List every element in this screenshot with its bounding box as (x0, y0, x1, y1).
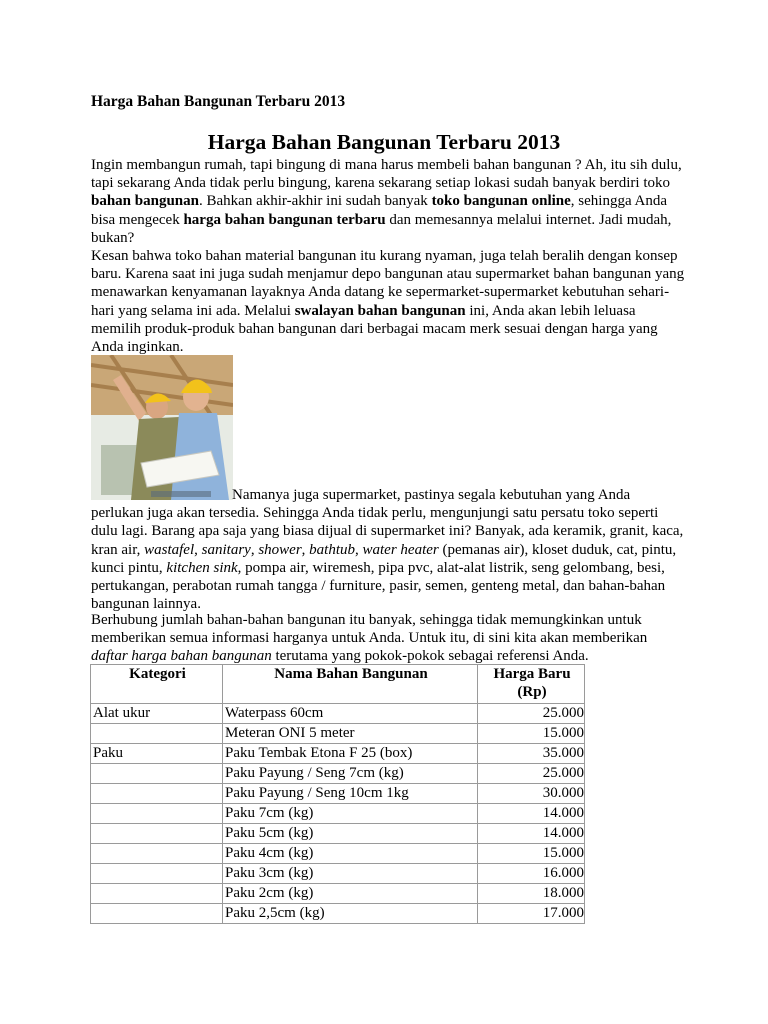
table-header-row (91, 665, 585, 704)
paragraph-price-list-intro (91, 611, 686, 666)
price-table-body (91, 704, 585, 924)
table-row (91, 844, 585, 864)
link-swalayan-bahan-bangunan[interactable]: swalayan bahan bangunan (294, 302, 466, 319)
cell-kategori (91, 844, 223, 864)
cell-nama-bahan: Paku Tembak Etona F 25 (box) (223, 744, 478, 764)
table-row (91, 724, 585, 744)
construction-workers-photo (91, 355, 233, 500)
cell-harga: 25.000 (478, 764, 585, 784)
table-row (91, 804, 585, 824)
text: Kesan bahwa toko bahan material bangunan itu kurang nyaman, juga telah beralih dengan konsep baru. Karena saat ini juga sudah menjamur depo bangunan atau supermarket bahan bangunan yang menawarkan kenyamanan layaknya Anda datang ke sepermarket-supermarket kebutuhan sehari-hari yang selama ini ada. Melalui (91, 248, 685, 319)
cell-nama-bahan: Meteran ONI 5 meter (223, 724, 478, 744)
text: dan memesannya melalui internet. Jadi mudah, bukan? (91, 211, 672, 246)
table-row (91, 704, 585, 724)
article-title: Harga Bahan Bangunan Terbaru 2013 (207, 130, 561, 154)
text: . Bahkan akhir-akhir ini sudah banyak (199, 193, 432, 210)
text: , sehingga Anda bisa mengecek (91, 193, 668, 228)
italic-term: wastafel (144, 541, 195, 558)
text: Berhubung jumlah bahan-bahan bangunan itu banyak, sehingga tidak memungkinkan untuk memberikan semua informasi harganya untuk Anda. Untuk itu, di sini kita akan memberikan (91, 612, 648, 647)
photo-illustration (91, 355, 233, 500)
text: , (301, 541, 310, 558)
cell-kategori: Paku (91, 744, 223, 764)
cell-harga: 16.000 (478, 864, 585, 884)
text: , pompa air, wiremesh, pipa pvc, alat-alat listrik, seng gelombang, besi, pertukangan, perabotan rumah tangga / furniture, pasir, semen, genteng metal, dan bahan-bahan bangunan lainnya. (91, 559, 666, 613)
text: (pemanas air), kloset duduk, cat, pintu, kunci pintu, (91, 541, 677, 576)
table-row (91, 764, 585, 784)
doc-header-title: Harga Bahan Bangunan Terbaru 2013 (91, 93, 346, 110)
column-header-nama: Nama Bahan Bangunan (223, 665, 478, 704)
cell-kategori (91, 764, 223, 784)
cell-harga: 14.000 (478, 824, 585, 844)
cell-nama-bahan: Paku 7cm (kg) (223, 804, 478, 824)
table-row (91, 744, 585, 764)
table-row (91, 864, 585, 884)
cell-kategori (91, 784, 223, 804)
text: ini, Anda akan lebih leluasa memilih produk-produk bahan bangunan dari berbagai macam merk sesuai dengan harga yang Anda inginkan. (91, 302, 658, 356)
cell-harga: 14.000 (478, 804, 585, 824)
link-toko-bangunan-online[interactable]: toko bangunan online (431, 193, 571, 210)
column-header-kategori: Kategori (91, 665, 223, 704)
cell-harga: 15.000 (478, 724, 585, 744)
table-row (91, 784, 585, 804)
cell-kategori: Alat ukur (91, 704, 223, 724)
cell-nama-bahan: Waterpass 60cm (223, 704, 478, 724)
link-daftar-harga-bahan-bangunan[interactable]: daftar harga bahan bangunan (91, 648, 272, 665)
cell-harga: 25.000 (478, 704, 585, 724)
paragraph-intro (91, 156, 686, 247)
italic-term: water heater (362, 541, 439, 558)
italic-term: bathtub (309, 541, 355, 558)
cell-kategori (91, 904, 223, 924)
price-table (90, 664, 585, 924)
cell-harga: 30.000 (478, 784, 585, 804)
paragraph-concept (91, 247, 686, 356)
cell-harga: 18.000 (478, 884, 585, 904)
text: Ingin membangun rumah, tapi bingung di mana harus membeli bahan bangunan ? Ah, itu sih dulu, tapi sekarang Anda tidak perlu bingung, karena sekarang setiap lokasi sudah banyak berdiri toko (91, 157, 682, 192)
cell-harga: 15.000 (478, 844, 585, 864)
text: , (194, 541, 202, 558)
italic-term: kitchen sink (166, 559, 238, 576)
cell-harga: 17.000 (478, 904, 585, 924)
cell-nama-bahan: Paku 4cm (kg) (223, 844, 478, 864)
cell-kategori (91, 804, 223, 824)
link-bahan-bangunan[interactable]: bahan bangunan (91, 193, 199, 210)
cell-kategori (91, 824, 223, 844)
table-row (91, 884, 585, 904)
link-harga-bahan-bangunan-terbaru[interactable]: harga bahan bangunan terbaru (183, 211, 386, 228)
cell-kategori (91, 884, 223, 904)
cell-nama-bahan: Paku 5cm (kg) (223, 824, 478, 844)
table-row (91, 824, 585, 844)
cell-nama-bahan: Paku 2cm (kg) (223, 884, 478, 904)
cell-nama-bahan: Paku 2,5cm (kg) (223, 904, 478, 924)
cell-kategori (91, 724, 223, 744)
text: , (355, 541, 363, 558)
column-header-harga: Harga Baru (Rp) (478, 665, 585, 704)
italic-term: sanitary (201, 541, 251, 558)
cell-nama-bahan: Paku Payung / Seng 7cm (kg) (223, 764, 478, 784)
cell-nama-bahan: Paku 3cm (kg) (223, 864, 478, 884)
text: Namanya juga supermarket, pastinya segala kebutuhan yang Anda perlukan juga akan tersedia. Sehingga Anda tidak perlu, mengunjungi satu persatu toko seperti dulu lagi. Barang apa saja yang biasa dijual di supermarket ini? Banyak, ada keramik, granit, kaca, kran air, (91, 487, 684, 558)
paragraph-supermarket (91, 486, 686, 613)
cell-kategori (91, 864, 223, 884)
cell-nama-bahan: Paku Payung / Seng 10cm 1kg (223, 784, 478, 804)
italic-term: shower (258, 541, 302, 558)
text: terutama yang pokok-pokok sebagai referensi Anda. (271, 648, 589, 665)
cell-harga: 35.000 (478, 744, 585, 764)
text: , (250, 541, 259, 558)
table-row (91, 904, 585, 924)
